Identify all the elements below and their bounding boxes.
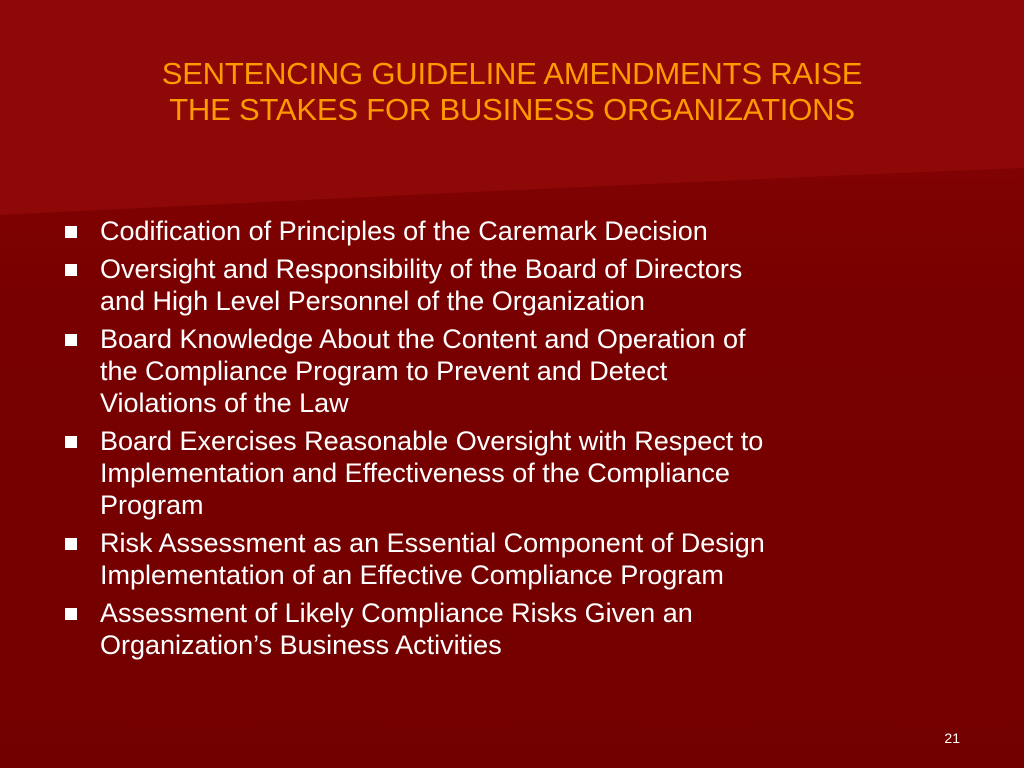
square-bullet-icon — [65, 538, 77, 550]
bullet-line: Codification of Principles of the Caremark Decision — [100, 216, 708, 246]
bullet-line: Organization’s Business Activities — [100, 630, 502, 660]
bullet-line: and High Level Personnel of the Organization — [100, 286, 645, 316]
bullet-item-caremark — [62, 215, 962, 247]
bullet-text — [100, 215, 962, 247]
title-line: SENTENCING GUIDELINE AMENDMENTS RAISE — [161, 56, 863, 91]
square-bullet-icon — [65, 334, 77, 346]
bullet-text — [100, 527, 962, 591]
bullet-line: Board Exercises Reasonable Oversight with Respect to — [100, 426, 764, 456]
bullet-line: Violations of the Law — [100, 388, 349, 418]
page-number: 21 — [944, 730, 960, 746]
bullet-item-risk-assessment — [62, 527, 962, 591]
bullet-line: the Compliance Program to Prevent and Detect — [100, 356, 668, 386]
title-line: THE STAKES FOR BUSINESS ORGANIZATIONS — [169, 92, 855, 127]
bullet-line: Risk Assessment as an Essential Component of Design — [100, 528, 765, 558]
square-bullet-icon — [65, 226, 77, 238]
bullet-list — [62, 215, 962, 667]
bullet-line: Oversight and Responsibility of the Board of Directors — [100, 254, 743, 284]
bullet-item-likely-risks — [62, 597, 962, 661]
bullet-item-board-knowledge — [62, 323, 962, 419]
bullet-item-board-exercises — [62, 425, 962, 521]
square-bullet-icon — [65, 264, 77, 276]
square-bullet-icon — [65, 608, 77, 620]
bullet-line: Board Knowledge About the Content and Operation of — [100, 324, 746, 354]
bullet-line: Assessment of Likely Compliance Risks Given an — [100, 598, 693, 628]
bullet-text — [100, 253, 962, 317]
bullet-text — [100, 597, 962, 661]
bullet-text — [100, 323, 962, 419]
bullet-line: Implementation of an Effective Compliance Program — [100, 560, 724, 590]
bullet-line: Implementation and Effectiveness of the Compliance — [100, 458, 730, 488]
bullet-item-oversight — [62, 253, 962, 317]
bullet-line: Program — [100, 490, 204, 520]
slide-title — [40, 56, 984, 128]
bullet-text — [100, 425, 962, 521]
square-bullet-icon — [65, 436, 77, 448]
